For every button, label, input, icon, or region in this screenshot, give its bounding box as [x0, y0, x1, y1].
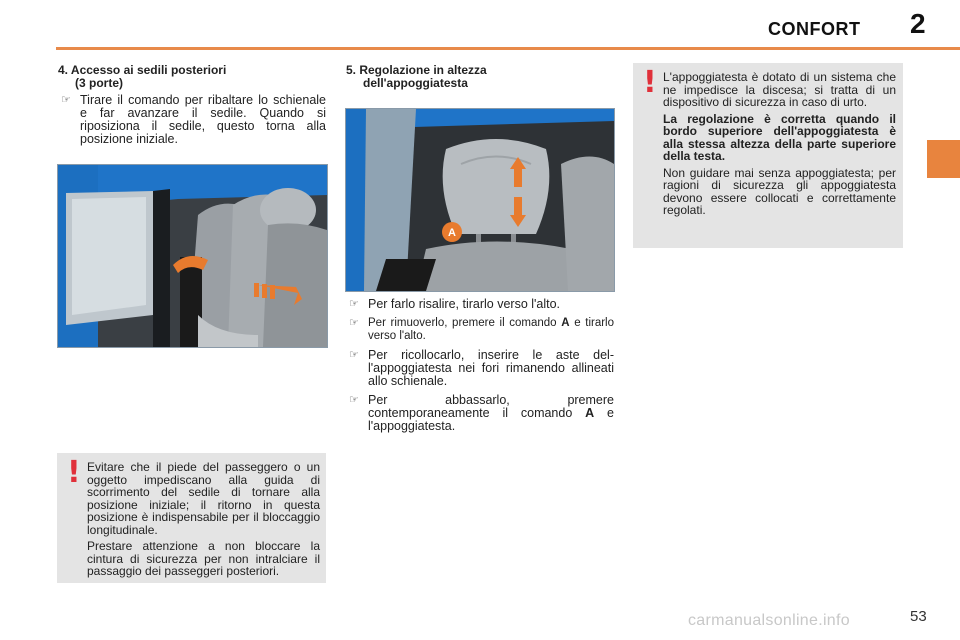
pointing-hand-icon: ☞	[61, 94, 71, 106]
chapter-number: 2	[910, 8, 926, 39]
section-5-bullets	[346, 298, 614, 433]
bullet-text: Tirare il comando per ribaltare lo schienale e far avanzare il sedile. Quando si riposiziona il sedile, questo torna alla posizione iniziale.	[80, 93, 326, 146]
pointing-hand-icon: ☞	[349, 317, 359, 329]
bullet-text: Per farlo risalire, tirarlo verso l'alto.	[368, 297, 561, 311]
warning-box-seat	[57, 453, 326, 583]
headrest-illustration	[346, 109, 614, 291]
header-divider	[56, 47, 960, 50]
bullet-text: e l'appoggiatesta.	[368, 406, 614, 433]
warning-text	[663, 71, 896, 221]
section-4-heading	[58, 64, 326, 90]
pointing-hand-icon: ☞	[349, 394, 359, 406]
warning-box-headrest	[633, 63, 903, 248]
section-5-heading-line1: 5. Regolazione in altezza	[346, 63, 487, 77]
rear-seat-photo	[57, 164, 328, 348]
warning-paragraph-2: La regolazione è corretta quando il bordo superiore dell'appoggiatesta è alla stessa altezza della parte superiore della testa.	[663, 111, 896, 163]
section-5-bullet-1	[346, 298, 614, 311]
bullet-text: Per rimuoverlo, premere il comando	[368, 317, 557, 329]
bullet-text: e tirarlo verso l'alto.	[368, 317, 615, 342]
section-5-heading	[346, 64, 614, 90]
warning-paragraph-3: Non guidare mai senza appoggiatesta; per ragioni di sicurezza gli appoggiatesta devono essere collocati e correttamente regolati.	[663, 165, 896, 217]
page-number: 53	[910, 608, 927, 625]
section-4-heading-line2: (3 porte)	[75, 76, 123, 90]
pointing-hand-icon: ☞	[349, 298, 359, 310]
chapter-title: CONFORT	[768, 19, 861, 39]
section-5-bullet-3	[346, 349, 614, 388]
bullet-text: Per abbassarlo, premere contemporaneamente il comando	[368, 393, 614, 420]
watermark: carmanualsonline.info	[688, 612, 850, 629]
warning-paragraph-2: Prestare attenzione a non bloccare la cintura di sicurezza per non intralciare il passaggio dei passeggeri posteriori.	[87, 539, 320, 578]
section-5	[346, 64, 614, 90]
warning-icon: !	[643, 65, 657, 100]
section-5-bullet-2	[346, 317, 614, 343]
section-4-heading-line1: 4. Accesso ai sedili posteriori	[58, 63, 227, 77]
command-letter: A	[585, 406, 595, 420]
bullet-text: Per ricollocarlo, inserire le aste del-l'appoggiatesta nei fori rimanendo allineati allo schienale.	[368, 348, 614, 388]
warning-text	[87, 461, 320, 582]
section-4-bullet	[58, 94, 326, 146]
pointing-hand-icon: ☞	[349, 349, 359, 361]
command-a-label: A	[448, 227, 456, 239]
chapter-tab	[927, 140, 960, 178]
command-letter: A	[561, 317, 570, 329]
section-5-bullet-4	[346, 394, 614, 433]
section-5-heading-line2: dell'appoggiatesta	[363, 76, 468, 90]
warning-icon: !	[67, 455, 81, 490]
rear-seat-illustration	[58, 165, 327, 347]
warning-paragraph-1: Evitare che il piede del passeggero o un oggetto impediscano alla guida di scorrimento del sedile di tornare alla posizione iniziale; il ritorno in questa posizione è indispensabile per il bloccaggio longitudinale.	[87, 460, 320, 537]
warning-paragraph-1: L'appoggiatesta è dotato di un sistema che ne impedisce la discesa; si tratta di un dispositivo di sicurezza in caso di urto.	[663, 70, 896, 109]
headrest-photo	[345, 108, 615, 292]
section-4	[58, 64, 326, 146]
